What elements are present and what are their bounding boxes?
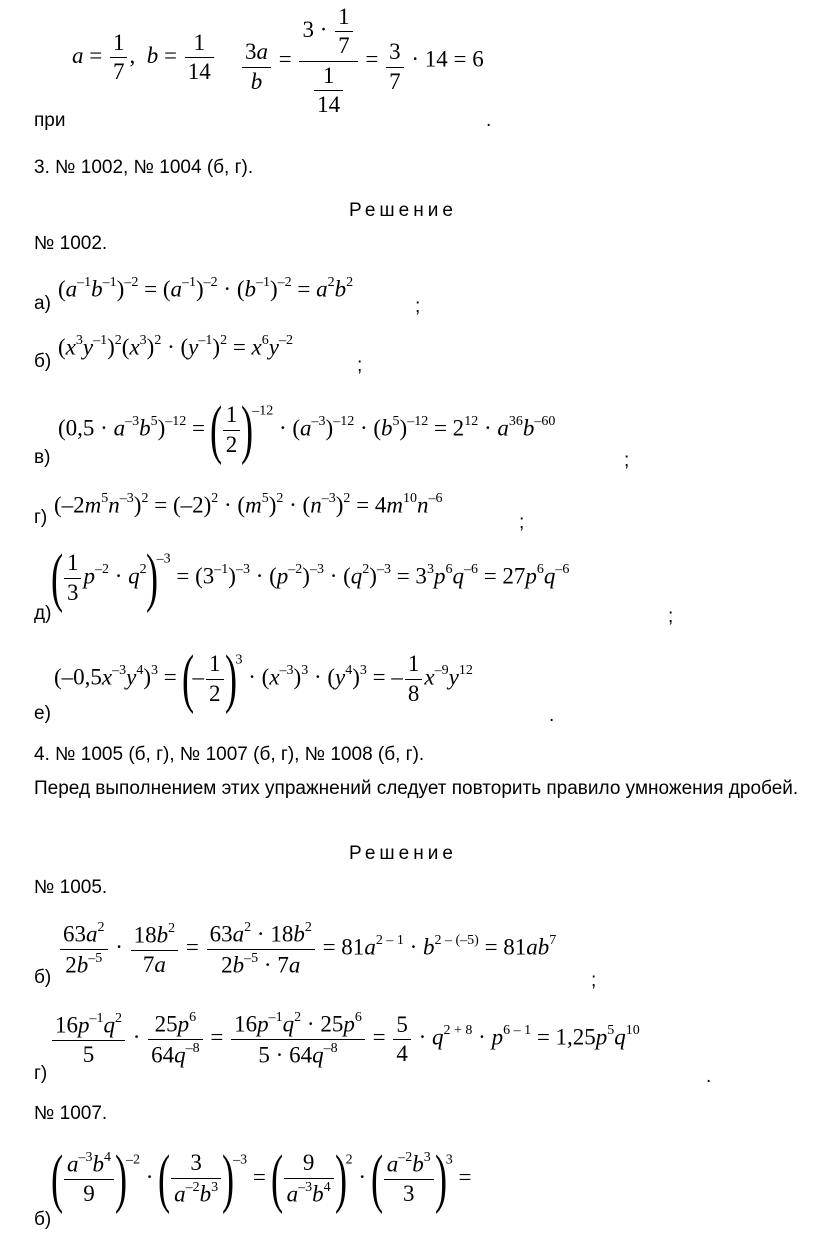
label-a: а)	[34, 293, 51, 314]
formula-g: $(-2m^5n^{-3})^2 = (-2)^2 \cdot (m^5)^2 \cdot (n^{-3})^2 = 4m^{10}n^{-6}$	[54, 491, 443, 518]
label-1007-b: б)	[34, 1209, 52, 1230]
exercise-1005: № 1005.	[34, 877, 108, 898]
label-d: д)	[34, 603, 52, 624]
period-1005-g: .	[706, 1066, 712, 1087]
semicolon-d: ;	[668, 606, 674, 627]
label-b: б)	[34, 351, 52, 372]
label-v: в)	[34, 447, 51, 468]
label-1005-g: г)	[34, 1063, 48, 1084]
period: .	[486, 110, 492, 131]
item-3-heading: 3. № 1002, № 1004 (б, г).	[34, 157, 254, 178]
formula-d: ( $\frac{1}{3}$ $p^{-2} \cdot q^2)^{-3} = (3^{-1})^{-3} \cdot (p^{-2})^{-3} \cdot (q^2)^{-3} = 3^3p^6q^{-6} = 27p^6q^{-6}$	[50, 541, 570, 614]
formula-1005-g: $\frac{16p^{-1}q^2}{5}$ · $\frac{25p^6}{64q^{-8}}$ = $\frac{16p^{-1}q^2 \cdot 25p^6}{5 \cdot 64q^{-8}}$ = $\frac{5}{4}$ · $q^{2 + 8} \cdot p^{6 - 1} = 1,25p^5q^{10}$	[50, 1010, 640, 1069]
label-1005-b: б)	[34, 967, 52, 988]
solution-heading-1: Решение	[349, 200, 457, 221]
period-e: .	[549, 705, 555, 726]
item-4-heading: 4. № 1005 (б, г), № 1007 (б, г), № 1008 (б, г).	[34, 744, 425, 765]
semicolon-b: ;	[357, 355, 363, 376]
solution-heading-2: Решение	[349, 843, 457, 864]
instruction-paragraph: Перед выполнением этих упражнений следует повторить правило умножения дробей.	[34, 778, 799, 799]
pri-label: при	[34, 110, 66, 131]
top-formula-values: a = $\frac{1}{7}$ , b = $\frac{1}{14}$	[72, 30, 216, 86]
semicolon-1005-b: ;	[591, 970, 597, 991]
formula-a: $(a^{-1}b^{-1})^{-2} = (a^{-1})^{-2} \cdot (b^{-1})^{-2} = a^2b^2$	[58, 275, 354, 302]
formula-1007-b: ( $\frac{a^{-3}b^4}{9}$ )$^{-2}$ · ( $\frac{3}{a^{-2}b^3}$ )$^{-3}$ = ( $\frac{9}{a^{-3}b^4}$ )$^2$ · ( $\frac{a^{-2}b^3}{3}$ )$^3$ =	[50, 1142, 472, 1215]
exercise-1007: № 1007.	[34, 1103, 108, 1124]
exercise-1002: № 1002.	[34, 233, 108, 254]
label-g: г)	[34, 507, 48, 528]
semicolon-g: ;	[519, 512, 525, 533]
formula-1005-b: $\frac{63a^2}{2b^{-5}}$ · $\frac{18b^2}{7a}$ = $\frac{63a^2 \cdot 18b^2}{2b^{-5} \cdot 7a}$ = $81a^{2 - 1} \cdot b^{2 - (-5)} = 81ab^7$	[58, 920, 556, 979]
formula-e: $(-0,5x^{-3}y^4)^3$ = (– $\frac{1}{2}$ )$^3 \cdot (x^{-3})^3 \cdot (y^4)^3$ = – $\frac{1}{8}$ $x^{-9}y^{12}$	[54, 642, 473, 715]
top-formula-ratio: $\frac{3a}{b}$ = 3 · $\frac{1}{7}$ $\frac{1}{14}$ = $\frac{3}{7}$ · 14 = 6	[240, 4, 484, 119]
formula-b: $(x^3y^{-1})^2(x^3)^2 \cdot (y^{-1})^2 = x^6y^{-2}$	[58, 333, 293, 360]
formula-v: $(0,5 \cdot a^{-3}b^5)^{-12}$ = ( $\frac{1}{2}$ )$^{-12} \cdot (a^{-3})^{-12} \cdot (b^5)^{-12} = 2^{12} \cdot a^{36}b^{-60}$	[58, 393, 556, 466]
label-e: е)	[34, 703, 51, 724]
semicolon-v: ;	[624, 450, 630, 471]
semicolon-a: ;	[415, 296, 421, 317]
